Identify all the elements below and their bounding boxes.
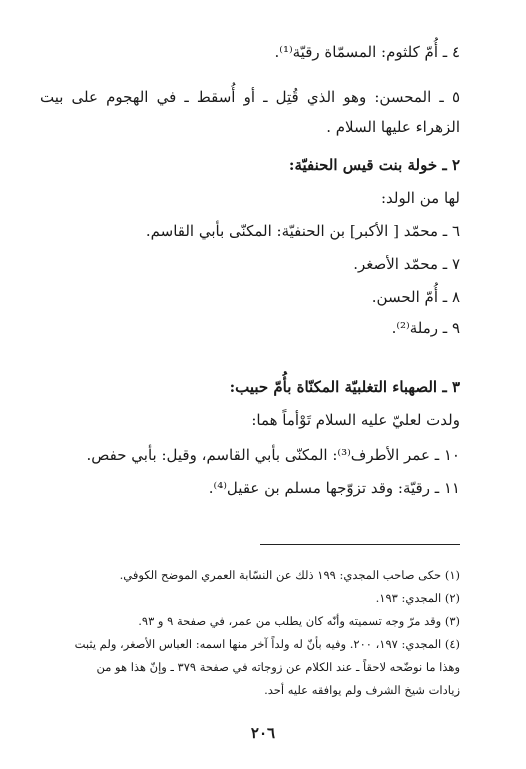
footnote-divider xyxy=(260,544,460,545)
footnote-4-cont-1: وهذا ما نوضّحه لاحقاً ـ عند الكلام عن زوجاته في صفحة ٣٧٩ ـ وإنّ هذا هو من xyxy=(96,660,460,674)
body-line-item-5-cont: الزهراء عليها السلام . xyxy=(326,118,460,136)
body-line-children-intro: لها من الولد: xyxy=(380,189,460,207)
body-line-item-4: ٤ ـ أُمّ كلثوم: المسمّاة رقيّة⁽¹⁾. xyxy=(274,43,460,61)
footnote-4-cont-2: زيادات شيخ الشرف ولم يوافقه عليه أحد. xyxy=(264,683,460,697)
body-line-item-11: ١١ ـ رقيّة: وقد تزوّجها مسلم بن عقيل⁽⁴⁾. xyxy=(208,479,460,497)
body-line-item-10: ١٠ ـ عمر الأطرف⁽³⁾: المكنّى بأبي القاسم، وقيل: بأبي حفص. xyxy=(86,446,460,464)
section-heading-sahba: ٣ ـ الصهباء التغلبيّة المكنّاة بأُمّ حبيب: xyxy=(229,378,460,396)
body-line-item-6: ٦ ـ محمّد [ الأكبر] بن الحنفيّة: المكنّى بأبي القاسم. xyxy=(145,222,460,240)
footnote-3: (٣) وقد مرّ وجه تسميته وأنّه كان يطلب من عمر، في صفحة ٩ و ٩٣. xyxy=(138,614,460,628)
section-heading-khawla: ٢ ـ خولة بنت قيس الحنفيّة: xyxy=(288,156,460,174)
body-line-item-9: ٩ ـ رملة⁽²⁾. xyxy=(391,319,460,337)
page-number: ٢٠٦ xyxy=(250,724,276,742)
footnote-4: (٤) المجدي: ١٩٧، ٢٠٠. وفيه بأنّ له ولداً آخر منها اسمه: العباس الأصغر، ولم يثبت xyxy=(74,637,460,651)
body-line-twins-intro: ولدت لعليّ عليه السلام تَوْأماً هما: xyxy=(251,411,460,429)
body-line-item-8: ٨ ـ أُمّ الحسن. xyxy=(371,288,460,306)
footnote-2: (٢) المجدي: ١٩٣. xyxy=(375,591,460,605)
body-line-item-7: ٧ ـ محمّد الأصغر. xyxy=(353,255,460,273)
footnote-1: (١) حكى صاحب المجدي: ١٩٩ ذلك عن النسّابة العمري الموضح الكوفي. xyxy=(119,568,460,582)
body-line-item-5: ٥ ـ المحسن: وهو الذي قُتِل ـ أو أُسقط ـ في الهجوم على بيت xyxy=(40,88,460,106)
